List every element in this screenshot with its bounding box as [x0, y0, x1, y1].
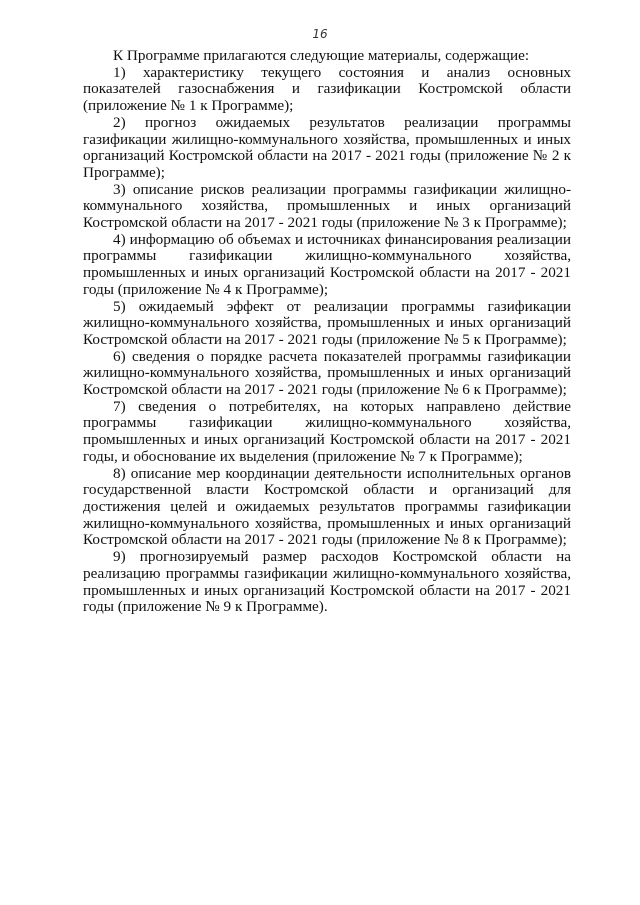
list-item-6: 6) сведения о порядке расчета показателей программы газификации жилищно-коммунального хозяйства, промышленных и иных организаций Костромской области на 2017 - 2021 годы (приложение № 6 к Программе);: [83, 347, 571, 399]
list-item-4: 4) информацию об объемах и источниках финансирования реализации программы газификации жилищно-коммунального хозяйства, промышленных и иных организаций Костромской области на 2017 - 2021 годы (приложение № 4 к Программе);: [83, 230, 571, 298]
list-item-2: 2) прогноз ожидаемых результатов реализации программы газификации жилищно-коммунального хозяйства, промышленных и иных организаций Костромской области на 2017 - 2021 годы (приложение № 2 к Программе);: [83, 113, 571, 181]
list-item-5: 5) ожидаемый эффект от реализации программы газификации жилищно-коммунального хозяйства, промышленных и иных организаций Костромской области на 2017 - 2021 годы (приложение № 5 к Программе);: [83, 297, 571, 348]
list-item-3: 3) описание рисков реализации программы газификации жилищно-коммунального хозяйства, промышленных и иных организаций Костромской области на 2017 - 2021 годы (приложение № 3 к Программе);: [83, 180, 571, 232]
list-item-1: 1) характеристику текущего состояния и анализ основных показателей газоснабжения и газификации Костромской области (приложение № 1 к Программе);: [83, 63, 571, 115]
list-item-8: 8) описание мер координации деятельности исполнительных органов государственной власти Костромской области и организаций для достижения целей и ожидаемых результатов программы газификации жилищно-коммунального хозяйства, промышленных и иных организаций Костромской области на 2017 - 2021 годы (приложение № 8 к Программе);: [83, 464, 571, 549]
document-body: [83, 48, 571, 616]
list-item-9: 9) прогнозируемый размер расходов Костромской области на реализацию программы газификации жилищно-коммунального хозяйства, промышленных и иных организаций Костромской области на 2017 - 2021 годы (приложение № 9 к Программе).: [83, 548, 571, 616]
page-number: 16: [312, 27, 328, 41]
list-item-7: 7) сведения о потребителях, на которых направлено действие программы газификации жилищно-коммунального хозяйства, промышленных и иных организаций Костромской области на 2017 - 2021 годы, и обоснование их выделения (приложение № 7 к Программе);: [83, 397, 571, 465]
intro-paragraph: К Программе прилагаются следующие материалы, содержащие:: [113, 47, 530, 64]
